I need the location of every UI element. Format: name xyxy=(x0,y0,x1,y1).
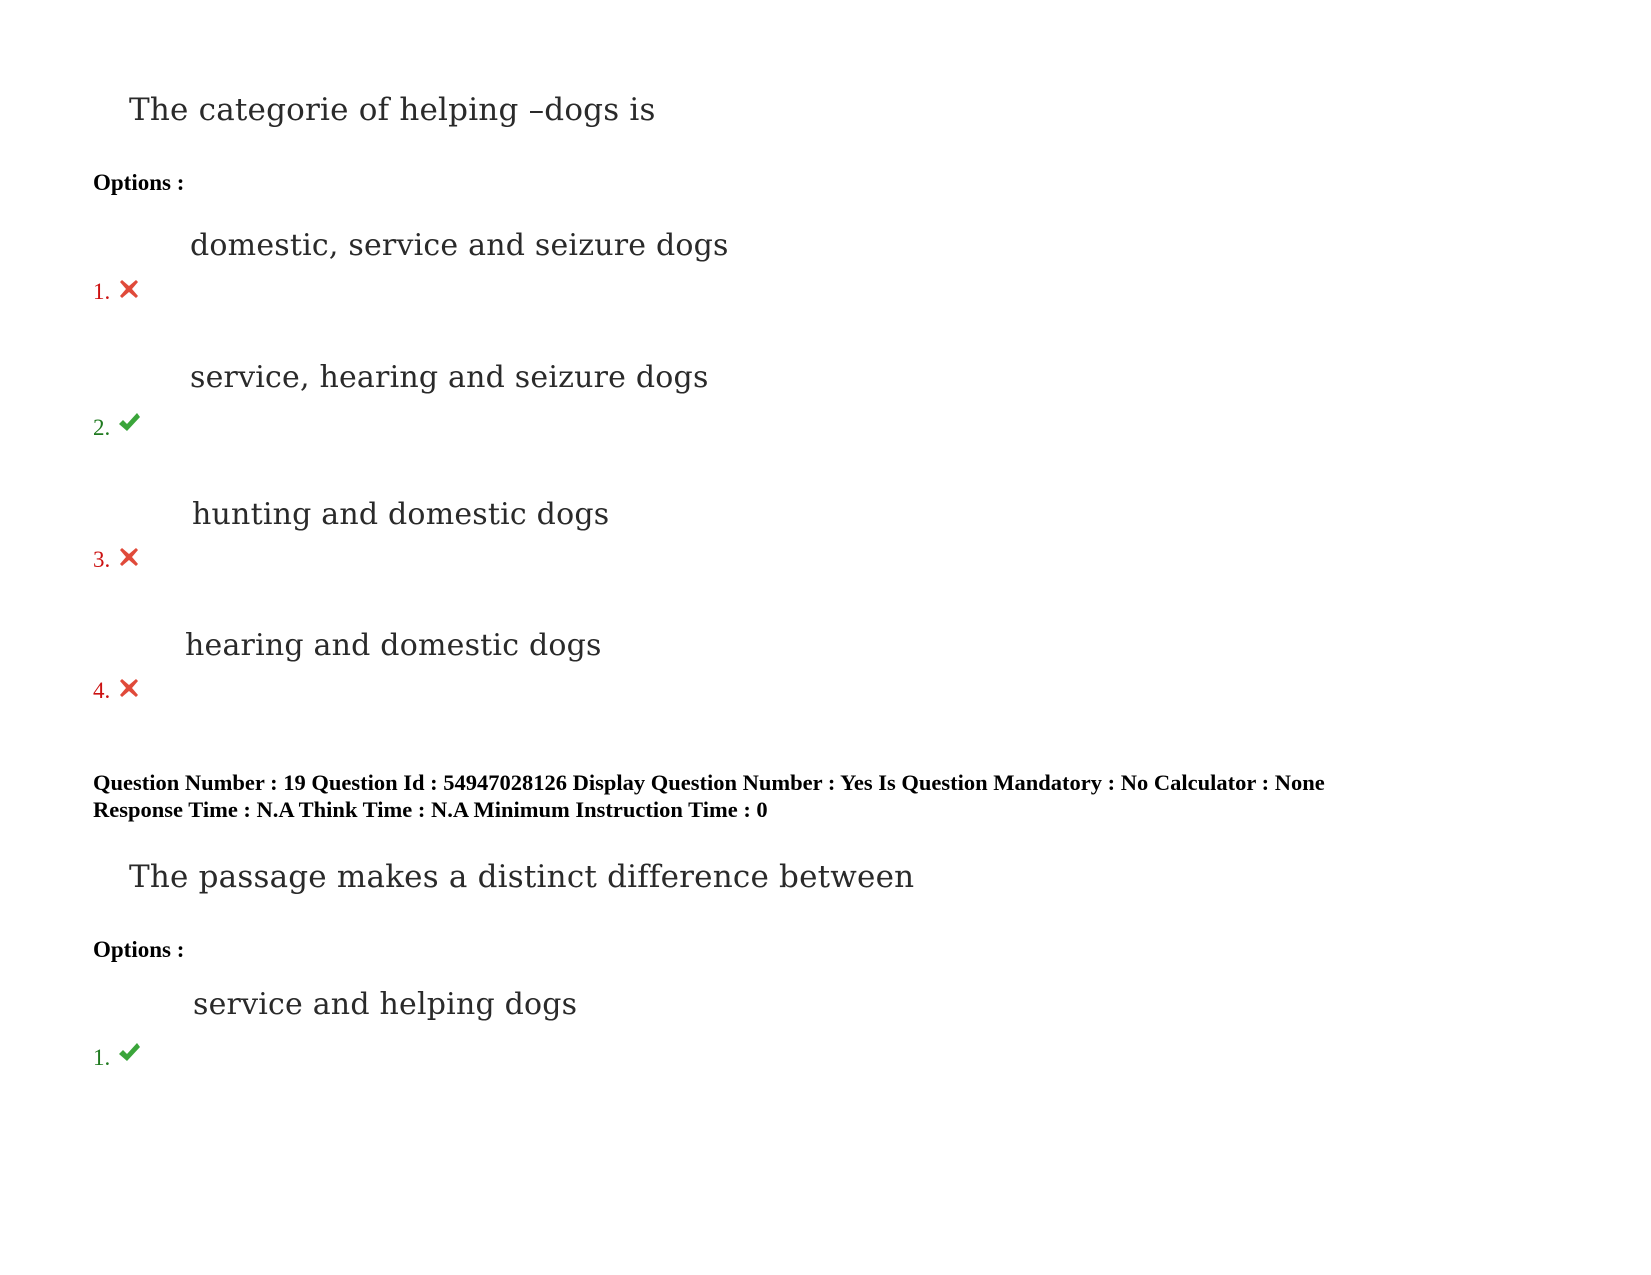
question-meta-line-2: Response Time : N.A Think Time : N.A Minimum Instruction Time : 0 xyxy=(93,797,768,822)
cross-icon xyxy=(116,544,142,570)
check-icon xyxy=(116,410,142,436)
options-label: Options : xyxy=(93,170,185,195)
check-icon xyxy=(116,1040,142,1066)
option-number: 2. xyxy=(93,415,111,440)
option-number: 1. xyxy=(93,279,111,304)
cross-icon xyxy=(116,675,142,701)
option-text: service and helping dogs xyxy=(193,987,578,1022)
option-number: 4. xyxy=(93,678,111,703)
option-text: hearing and domestic dogs xyxy=(185,628,602,663)
question-meta-line-1: Question Number : 19 Question Id : 54947028126 Display Question Number : Yes Is Question Mandatory : No Calculator : None xyxy=(93,770,1325,795)
option-text: domestic, service and seizure dogs xyxy=(190,228,729,263)
question-stem: The categorie of helping –dogs is xyxy=(129,92,656,128)
question-stem: The passage makes a distinct difference between xyxy=(129,859,915,895)
options-label: Options : xyxy=(93,937,185,962)
cross-icon xyxy=(116,276,142,302)
option-number: 3. xyxy=(93,547,111,572)
option-text: service, hearing and seizure dogs xyxy=(190,360,709,395)
option-text: hunting and domestic dogs xyxy=(192,497,610,532)
option-number: 1. xyxy=(93,1045,111,1070)
